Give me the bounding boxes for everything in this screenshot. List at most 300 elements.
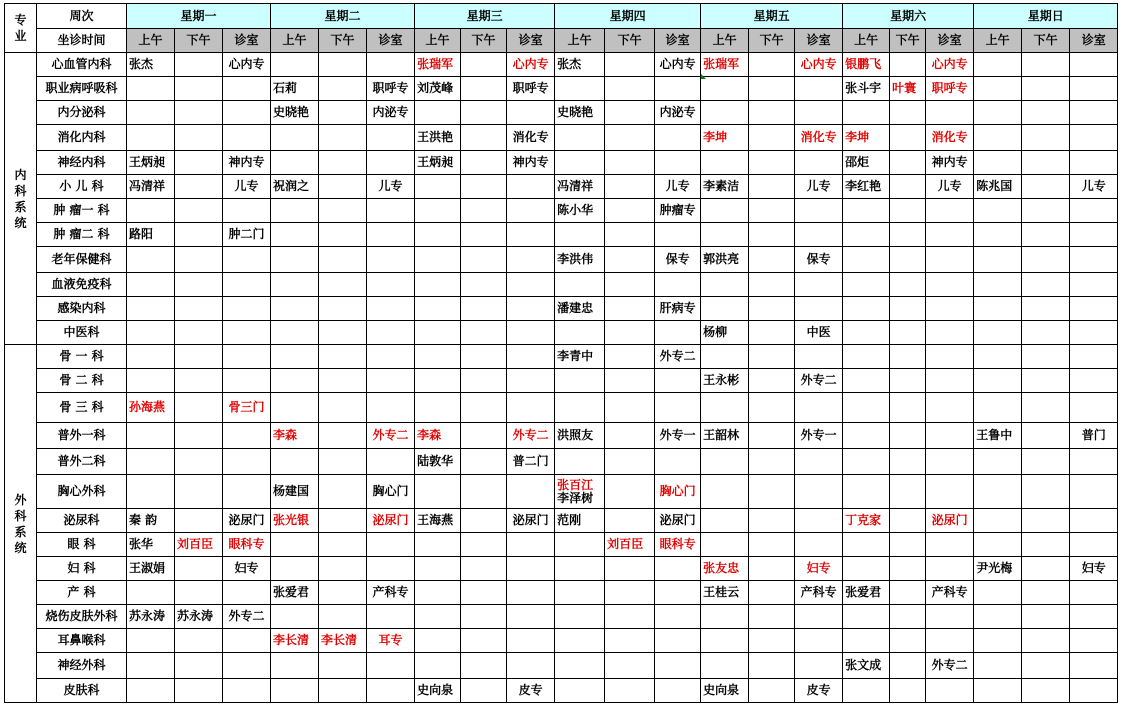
clinic-room-cell (367, 247, 415, 273)
doctor-cell (843, 199, 890, 223)
doctor-cell (127, 423, 175, 449)
doctor-cell (319, 321, 367, 345)
doctor-cell (175, 509, 223, 533)
doctor-cell (1022, 345, 1070, 369)
clinic-room-cell (1070, 101, 1118, 125)
doctor-cell (605, 321, 655, 345)
doctor-cell (605, 449, 655, 475)
doctor-cell (843, 423, 890, 449)
doctor-cell (415, 369, 461, 393)
clinic-room-cell: 儿专 (926, 175, 974, 199)
department-name: 神经内科 (37, 151, 127, 175)
clinic-room-cell (367, 125, 415, 151)
doctor-cell (1022, 101, 1070, 125)
doctor-cell (890, 175, 926, 199)
clinic-room-cell (507, 321, 555, 345)
doctor-cell (319, 199, 367, 223)
doctor-cell: 张杰 (127, 53, 175, 77)
doctor-cell (890, 423, 926, 449)
doctor-cell (461, 581, 507, 605)
doctor-cell: 张斗宇 (843, 77, 890, 101)
clinic-room-cell (507, 101, 555, 125)
doctor-cell (1022, 297, 1070, 321)
doctor-cell (1022, 77, 1070, 101)
slot-header: 下午 (749, 29, 795, 53)
doctor-cell: 张杰 (555, 53, 605, 77)
doctor-cell (1022, 557, 1070, 581)
clinic-room-cell: 心内专 (795, 53, 843, 77)
system-label: 内科系统 (5, 53, 37, 345)
table-row (5, 629, 1118, 653)
doctor-cell (1022, 369, 1070, 393)
doctor-cell (749, 273, 795, 297)
doctor-cell (319, 125, 367, 151)
doctor-cell (461, 223, 507, 247)
clinic-room-cell (223, 125, 271, 151)
day-header-mon: 星期一 (127, 4, 271, 29)
doctor-cell: 李森 (415, 423, 461, 449)
doctor-cell (319, 297, 367, 321)
day-header-thu: 星期四 (555, 4, 701, 29)
doctor-cell: 尹光梅 (974, 557, 1022, 581)
doctor-cell: 史向泉 (415, 679, 461, 703)
clinic-room-cell: 外专二 (367, 423, 415, 449)
doctor-cell (127, 125, 175, 151)
doctor-cell (461, 557, 507, 581)
doctor-cell (974, 199, 1022, 223)
clinic-room-cell: 儿专 (655, 175, 701, 199)
clinic-room-cell (926, 423, 974, 449)
clinic-room-cell (655, 77, 701, 101)
doctor-cell: 李红艳 (843, 175, 890, 199)
clinic-room-cell: 儿专 (1070, 175, 1118, 199)
clinic-room-cell (223, 247, 271, 273)
clinic-room-cell (1070, 605, 1118, 629)
clinic-room-cell (367, 369, 415, 393)
table-row (5, 345, 1118, 369)
doctor-cell (175, 679, 223, 703)
clinic-room-cell (926, 273, 974, 297)
slot-header: 诊室 (507, 29, 555, 53)
doctor-cell (271, 345, 319, 369)
clinic-room-cell (367, 151, 415, 175)
clinic-room-cell (926, 369, 974, 393)
table-row (5, 581, 1118, 605)
doctor-cell (749, 423, 795, 449)
doctor-cell (461, 423, 507, 449)
table-row (5, 223, 1118, 247)
doctor-cell (461, 475, 507, 509)
department-name: 妇 科 (37, 557, 127, 581)
slot-header: 诊室 (795, 29, 843, 53)
doctor-cell (271, 533, 319, 557)
clinic-room-cell (926, 199, 974, 223)
day-header-tue: 星期二 (271, 4, 415, 29)
clinic-room-cell (655, 653, 701, 679)
doctor-cell (701, 509, 749, 533)
doctor-cell (701, 393, 749, 423)
clinic-room-cell (507, 629, 555, 653)
clinic-room-cell (1070, 199, 1118, 223)
doctor-cell (843, 533, 890, 557)
doctor-cell (127, 247, 175, 273)
clinic-room-cell (367, 449, 415, 475)
doctor-cell (461, 393, 507, 423)
clinic-room-cell (926, 557, 974, 581)
clinic-room-cell: 内泌专 (655, 101, 701, 125)
clinic-room-cell (367, 53, 415, 77)
clinic-room-cell (926, 345, 974, 369)
doctor-cell (843, 449, 890, 475)
clinic-room-cell (926, 679, 974, 703)
doctor-cell (415, 247, 461, 273)
header-row-days (5, 4, 1118, 29)
doctor-cell (605, 151, 655, 175)
clinic-room-cell (926, 297, 974, 321)
doctor-cell (319, 581, 367, 605)
slot-header: 上午 (701, 29, 749, 53)
table-row (5, 653, 1118, 679)
doctor-cell (701, 629, 749, 653)
clinic-room-cell: 心内专 (507, 53, 555, 77)
doctor-cell (843, 605, 890, 629)
doctor-cell (843, 273, 890, 297)
slot-header: 下午 (461, 29, 507, 53)
doctor-cell (701, 77, 749, 101)
doctor-cell (271, 199, 319, 223)
doctor-cell (605, 605, 655, 629)
department-name: 消化内科 (37, 125, 127, 151)
doctor-cell: 王炳昶 (415, 151, 461, 175)
clinic-room-cell (655, 581, 701, 605)
clinic-room-cell (926, 321, 974, 345)
doctor-cell (749, 533, 795, 557)
cell-comment-marker (701, 74, 706, 79)
doctor-cell (890, 679, 926, 703)
clinic-room-cell (1070, 273, 1118, 297)
doctor-cell (127, 449, 175, 475)
clinic-room-cell (507, 247, 555, 273)
doctor-cell (175, 449, 223, 475)
clinic-room-cell (1070, 581, 1118, 605)
department-name: 中医科 (37, 321, 127, 345)
doctor-cell (415, 605, 461, 629)
doctor-cell (749, 475, 795, 509)
doctor-cell (974, 449, 1022, 475)
doctor-cell (175, 53, 223, 77)
department-name: 神经外科 (37, 653, 127, 679)
doctor-cell (319, 77, 367, 101)
department-name: 内分泌科 (37, 101, 127, 125)
doctor-cell (271, 53, 319, 77)
clinic-room-cell (367, 653, 415, 679)
doctor-cell (974, 509, 1022, 533)
slot-header: 下午 (890, 29, 926, 53)
department-name: 老年保健科 (37, 247, 127, 273)
clinic-room-cell (223, 369, 271, 393)
clinic-room-cell (223, 199, 271, 223)
clinic-room-cell: 妇专 (223, 557, 271, 581)
doctor-cell (749, 679, 795, 703)
doctor-cell (319, 533, 367, 557)
clinic-room-cell (223, 449, 271, 475)
major-header: 专业 (5, 4, 37, 53)
doctor-cell (319, 509, 367, 533)
doctor-cell (461, 247, 507, 273)
doctor-cell (319, 175, 367, 199)
doctor-cell (319, 273, 367, 297)
clinic-room-cell (926, 533, 974, 557)
doctor-cell: 张光银 (271, 509, 319, 533)
clinic-room-cell (1070, 369, 1118, 393)
doctor-cell (749, 53, 795, 77)
doctor-cell: 张瑞军 (415, 53, 461, 77)
clinic-room-cell: 儿专 (367, 175, 415, 199)
clinic-room-cell (223, 273, 271, 297)
doctor-cell (843, 475, 890, 509)
doctor-cell (1022, 321, 1070, 345)
clinic-room-cell: 产科专 (367, 581, 415, 605)
clinic-room-cell: 肿瘤专 (655, 199, 701, 223)
doctor-cell (127, 653, 175, 679)
doctor-cell (749, 77, 795, 101)
doctor-cell (605, 199, 655, 223)
doctor-cell (749, 557, 795, 581)
slot-header: 上午 (974, 29, 1022, 53)
clinic-room-cell: 外专二 (926, 653, 974, 679)
doctor-cell: 史向泉 (701, 679, 749, 703)
doctor-cell (319, 679, 367, 703)
day-header-fri: 星期五 (701, 4, 843, 29)
clinic-room-cell: 胸心门 (367, 475, 415, 509)
doctor-cell: 张爱君 (843, 581, 890, 605)
doctor-cell (461, 77, 507, 101)
doctor-cell: 张文成 (843, 653, 890, 679)
doctor-cell: 秦 韵 (127, 509, 175, 533)
doctor-cell (974, 223, 1022, 247)
doctor-cell (127, 199, 175, 223)
clinic-room-cell (1070, 223, 1118, 247)
clinic-room-cell: 儿专 (223, 175, 271, 199)
clinic-room-cell (1070, 321, 1118, 345)
doctor-cell (415, 393, 461, 423)
doctor-cell (175, 125, 223, 151)
clinic-room-cell (1070, 77, 1118, 101)
clinic-room-cell (655, 321, 701, 345)
department-name: 眼 科 (37, 533, 127, 557)
doctor-cell (319, 423, 367, 449)
table-row (5, 247, 1118, 273)
doctor-cell (605, 77, 655, 101)
doctor-cell (843, 101, 890, 125)
clinic-room-cell (795, 393, 843, 423)
doctor-cell (415, 175, 461, 199)
doctor-cell: 邵炬 (843, 151, 890, 175)
doctor-cell (415, 273, 461, 297)
doctor-cell (890, 321, 926, 345)
clinic-room-cell (223, 653, 271, 679)
department-name: 普外二科 (37, 449, 127, 475)
clinic-room-cell: 骨三门 (223, 393, 271, 423)
doctor-cell (843, 557, 890, 581)
clinic-room-cell: 肿二门 (223, 223, 271, 247)
clinic-room-cell (1070, 679, 1118, 703)
doctor-cell (271, 449, 319, 475)
doctor-cell (1022, 449, 1070, 475)
slot-header: 下午 (175, 29, 223, 53)
doctor-cell (461, 679, 507, 703)
doctor-cell (701, 345, 749, 369)
doctor-cell (890, 393, 926, 423)
doctor-cell (1022, 175, 1070, 199)
table-row (5, 77, 1118, 101)
clinic-room-cell (655, 223, 701, 247)
doctor-cell (271, 247, 319, 273)
doctor-cell (175, 475, 223, 509)
clinic-room-cell (507, 557, 555, 581)
doctor-cell: 陈兆国 (974, 175, 1022, 199)
doctor-cell (890, 199, 926, 223)
doctor-cell (415, 581, 461, 605)
slot-header: 下午 (605, 29, 655, 53)
doctor-cell (175, 77, 223, 101)
doctor-cell (1022, 125, 1070, 151)
doctor-cell: 王永彬 (701, 369, 749, 393)
clinic-room-cell (507, 475, 555, 509)
table-row (5, 393, 1118, 423)
clinic-room-cell: 内泌专 (367, 101, 415, 125)
doctor-cell (1022, 247, 1070, 273)
doctor-cell (319, 53, 367, 77)
doctor-cell (555, 533, 605, 557)
clinic-room-cell (655, 125, 701, 151)
department-name: 小 儿 科 (37, 175, 127, 199)
doctor-cell: 杨建国 (271, 475, 319, 509)
doctor-cell (555, 605, 605, 629)
table-row (5, 321, 1118, 345)
doctor-cell (749, 449, 795, 475)
doctor-cell (974, 679, 1022, 703)
clinic-room-cell (507, 199, 555, 223)
day-header-sun: 星期日 (974, 4, 1118, 29)
doctor-cell (319, 223, 367, 247)
table-row (5, 533, 1118, 557)
doctor-cell (319, 605, 367, 629)
clinic-room-cell (367, 557, 415, 581)
clinic-room-cell (795, 653, 843, 679)
doctor-cell (1022, 581, 1070, 605)
doctor-cell: 银鹏飞 (843, 53, 890, 77)
clinic-room-cell (223, 321, 271, 345)
doctor-cell: 叶寰 (890, 77, 926, 101)
clinic-room-cell (1070, 125, 1118, 151)
clinic-room-cell: 职呼专 (367, 77, 415, 101)
doctor-cell (127, 77, 175, 101)
clinic-room-cell (223, 679, 271, 703)
doctor-cell: 陆敦华 (415, 449, 461, 475)
time-header: 坐诊时间 (37, 29, 127, 53)
doctor-cell (461, 605, 507, 629)
doctor-cell (843, 629, 890, 653)
doctor-cell (749, 101, 795, 125)
clinic-room-cell (926, 605, 974, 629)
clinic-room-cell (795, 605, 843, 629)
doctor-cell (461, 273, 507, 297)
doctor-cell (605, 53, 655, 77)
clinic-room-cell (926, 393, 974, 423)
clinic-room-cell: 外专二 (507, 423, 555, 449)
doctor-cell (175, 393, 223, 423)
doctor-cell (1022, 653, 1070, 679)
doctor-cell (461, 101, 507, 125)
doctor-cell: 王洪艳 (415, 125, 461, 151)
doctor-cell (175, 223, 223, 247)
doctor-cell: 李青中 (555, 345, 605, 369)
clinic-room-cell: 职呼专 (926, 77, 974, 101)
doctor-cell (415, 475, 461, 509)
clinic-room-cell: 外专一 (795, 423, 843, 449)
clinic-room-cell (223, 475, 271, 509)
clinic-room-cell (223, 297, 271, 321)
doctor-cell (605, 223, 655, 247)
clinic-room-cell (1070, 629, 1118, 653)
clinic-room-cell (367, 679, 415, 703)
clinic-room-cell: 妇专 (795, 557, 843, 581)
doctor-cell (890, 653, 926, 679)
slot-header: 下午 (1022, 29, 1070, 53)
doctor-cell (127, 629, 175, 653)
doctor-cell (890, 369, 926, 393)
doctor-cell: 李坤 (701, 125, 749, 151)
slot-header: 诊室 (655, 29, 701, 53)
department-name: 胸心外科 (37, 475, 127, 509)
doctor-cell: 李洪伟 (555, 247, 605, 273)
doctor-cell (890, 605, 926, 629)
clinic-room-cell (507, 345, 555, 369)
clinic-room-cell (507, 581, 555, 605)
doctor-cell (701, 223, 749, 247)
doctor-cell (127, 679, 175, 703)
slot-header: 诊室 (223, 29, 271, 53)
doctor-cell (461, 297, 507, 321)
doctor-cell (555, 223, 605, 247)
clinic-room-cell (1070, 393, 1118, 423)
doctor-cell (1022, 629, 1070, 653)
doctor-cell (415, 557, 461, 581)
doctor-cell (319, 393, 367, 423)
doctor-cell (843, 393, 890, 423)
doctor-cell (605, 509, 655, 533)
doctor-cell (974, 297, 1022, 321)
clinic-room-cell: 妇专 (1070, 557, 1118, 581)
clinic-room-cell (795, 629, 843, 653)
doctor-cell: 陈小华 (555, 199, 605, 223)
doctor-cell (1022, 475, 1070, 509)
department-name: 肿 瘤一 科 (37, 199, 127, 223)
doctor-cell: 李长清 (319, 629, 367, 653)
doctor-cell (461, 629, 507, 653)
doctor-cell (1022, 605, 1070, 629)
doctor-cell (319, 247, 367, 273)
doctor-cell (749, 509, 795, 533)
doctor-cell (1022, 223, 1070, 247)
doctor-cell: 洪照友 (555, 423, 605, 449)
clinic-room-cell (795, 509, 843, 533)
doctor-cell (415, 653, 461, 679)
doctor-cell (555, 449, 605, 475)
doctor-cell: 刘百臣 (605, 533, 655, 557)
clinic-room-cell (795, 223, 843, 247)
